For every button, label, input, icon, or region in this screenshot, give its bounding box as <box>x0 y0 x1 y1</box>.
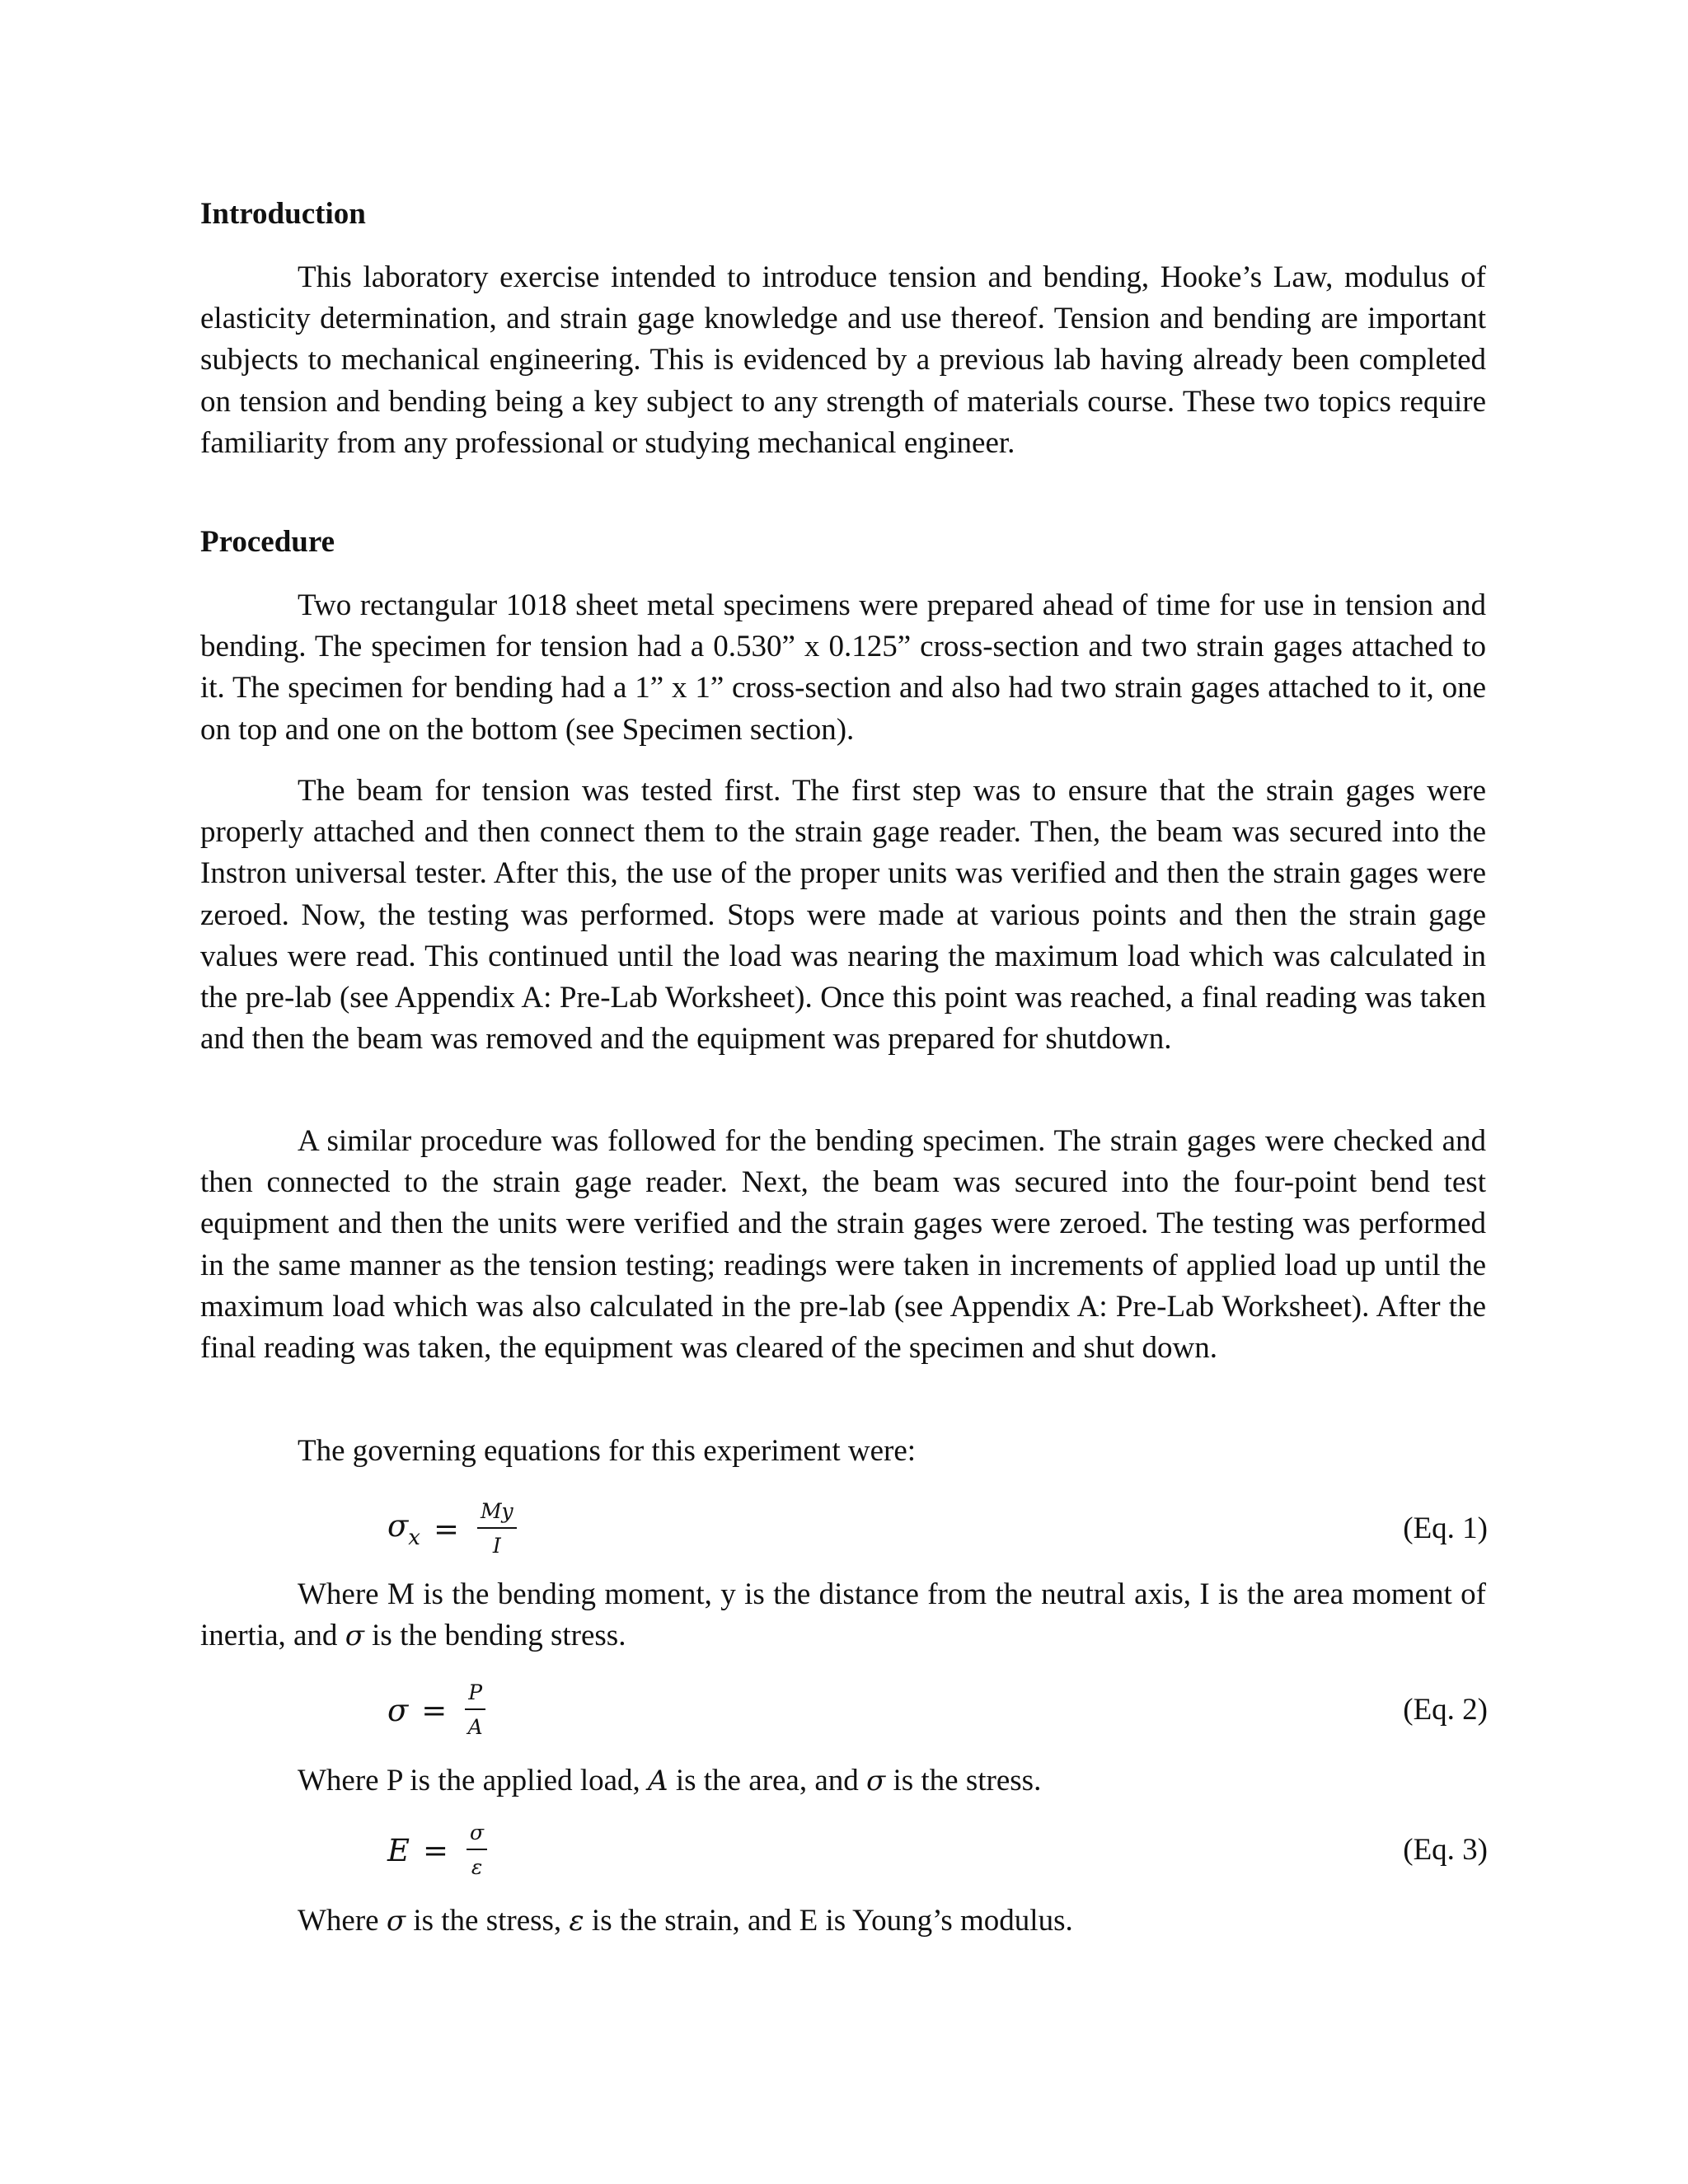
equation-1-explanation <box>200 1574 1486 1657</box>
equation-1-lhs <box>387 1508 420 1550</box>
equation-1-fraction <box>477 1499 517 1558</box>
procedure-heading: Procedure <box>200 525 335 559</box>
procedure-paragraph-1: Two rectangular 1018 sheet metal specimens were prepared ahead of time for use in tension and bending. The specimen for tension had a 0.530” x 0.125” cross-section and two strain gages attached to it. The specimen for bending had a 1” x 1” cross-section and also had two strain gages attached to it, one on top and one on the bottom (see Specimen section). <box>200 588 1486 747</box>
equation-2-denominator: A <box>467 1715 483 1739</box>
introduction-heading: Introduction <box>200 197 366 231</box>
equation-3-explanation <box>200 1900 1486 1942</box>
equation-2-explanation-area: A <box>648 1765 668 1797</box>
governing-equations-intro: The governing equations for this experiment were: <box>298 1434 917 1468</box>
equation-2-explanation-text: Where P is the applied load, <box>298 1764 649 1797</box>
equation-1-explanation-tail: is the bending stress. <box>363 1619 626 1653</box>
equation-3-numerator: σ <box>467 1821 487 1850</box>
equation-1-equals: = <box>433 1511 459 1547</box>
equation-2-tag: (Eq. 2) <box>1403 1693 1488 1727</box>
equation-2-equals: = <box>421 1692 448 1728</box>
equation-2-fraction <box>465 1680 485 1740</box>
equation-3-denominator: ε <box>471 1855 483 1879</box>
equation-1-tag: (Eq. 1) <box>1403 1511 1488 1545</box>
equation-1-denominator: I <box>492 1534 501 1558</box>
equation-2-explanation-middle: is the area, and <box>668 1764 866 1797</box>
introduction-paragraph: This laboratory exercise intended to introduce tension and bending, Hooke’s Law, modulus of elasticity determination, and strain gage knowledge and use thereof. Tension and bending are important subjects to mechanical engineering. This is evidenced by a previous lab having already been completed on tension and bending being a key subject to any strength of materials course. These two topics require familiarity from any professional or studying mechanical engineer. <box>200 260 1486 460</box>
equation-2-explanation-sigma: σ <box>866 1765 886 1797</box>
equation-3-tag: (Eq. 3) <box>1403 1833 1488 1867</box>
procedure-paragraph-2: The beam for tension was tested first. The first step was to ensure that the strain gages were properly attached and then connect them to the strain gage reader. Then, the beam was secured into the Instron universal tester. After this, the use of the proper units was verified and then the strain gages were zeroed. Now, the testing was performed. Stops were made at various points and then the strain gage values were read. This continued until the load was nearing the maximum load which was calculated in the pre-lab (see Appendix A: Pre-Lab Worksheet). Once this point was reached, a final reading was taken and then the beam was removed and the equipment was prepared for shutdown. <box>200 774 1486 1057</box>
equation-2 <box>387 1673 485 1747</box>
equation-1 <box>387 1492 517 1566</box>
equation-3-explanation-epsilon: ε <box>569 1905 584 1938</box>
equation-2-explanation <box>200 1760 1486 1802</box>
equation-2-lhs: σ <box>387 1692 409 1728</box>
procedure-paragraph-3: A similar procedure was followed for the bending specimen. The strain gages were checked and then connected to the strain gage reader. Next, the beam was secured into the four-point bend test equipment and then the units were verified and the strain gages were zeroed. The testing was performed in the same manner as the tension testing; readings were taken in increments of applied load up until the maximum load which was also calculated in the pre-lab (see Appendix A: Pre-Lab Worksheet). After the final reading was taken, the equipment was cleared of the specimen and shut down. <box>200 1124 1486 1366</box>
equation-1-subscript: x <box>408 1525 420 1550</box>
equation-3-equals: = <box>423 1832 449 1868</box>
equation-3-explanation-sigma: σ <box>386 1905 406 1938</box>
equation-3 <box>387 1813 487 1887</box>
equation-1-explanation-text: Where M is the bending moment, y is the distance from the neutral axis, I is the area moment of inertia, and <box>200 1577 1486 1653</box>
equation-1-sigma: σ <box>387 1507 409 1544</box>
equation-1-numerator: My <box>477 1499 517 1529</box>
equation-3-explanation-tail: is the strain, and E is Young’s modulus. <box>584 1904 1073 1938</box>
equation-2-numerator: P <box>465 1680 485 1710</box>
equation-3-lhs: E <box>387 1832 410 1868</box>
equation-3-fraction <box>467 1821 487 1880</box>
equation-3-explanation-middle: is the stress, <box>406 1904 570 1938</box>
equation-2-explanation-tail: is the stress. <box>885 1764 1042 1797</box>
equation-3-explanation-text: Where <box>298 1904 387 1938</box>
equation-1-explanation-sigma: σ <box>345 1619 364 1653</box>
